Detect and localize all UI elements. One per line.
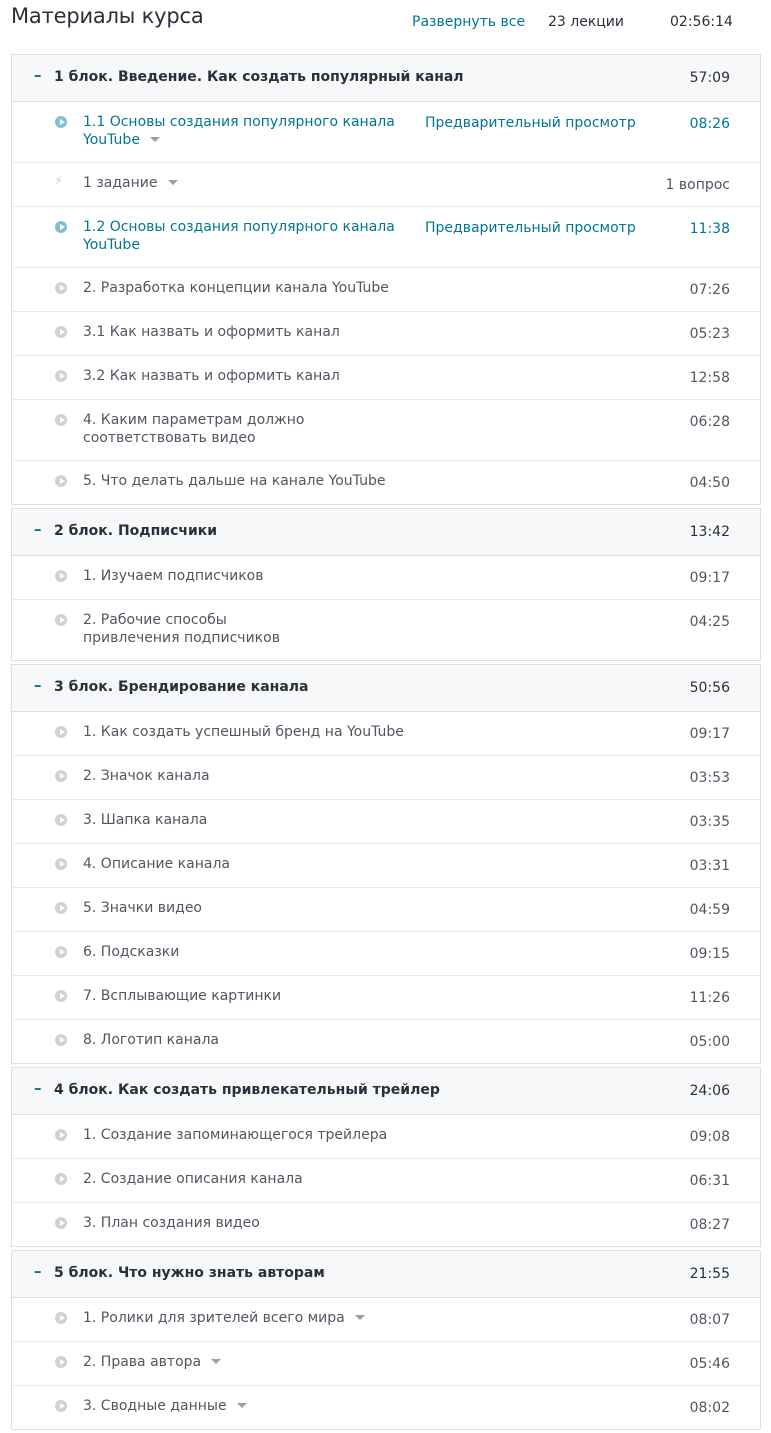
play-circle-icon <box>55 1217 67 1229</box>
lecture-duration: 08:02 <box>689 1400 730 1416</box>
lecture-row <box>12 461 760 504</box>
lecture-row <box>12 556 760 600</box>
section-duration: 24:06 <box>689 1083 730 1099</box>
lecture-title <box>83 1397 643 1415</box>
lecture-title <box>83 1031 643 1049</box>
lecture-row <box>12 1020 760 1063</box>
lecture-row[interactable] <box>12 102 760 163</box>
curriculum-header <box>0 0 771 54</box>
lecture-row <box>12 400 760 461</box>
play-circle-icon <box>55 726 67 738</box>
lecture-title-text: 5. Что делать дальше на канале YouTube <box>83 473 386 489</box>
lecture-title-text: 3.1 Как назвать и оформить канал <box>83 324 340 340</box>
play-circle-icon <box>55 990 67 1002</box>
caret-down-icon[interactable] <box>237 1403 247 1408</box>
section-header[interactable] <box>12 1068 760 1115</box>
lecture-duration: 09:15 <box>689 946 730 962</box>
section-title: 3 блок. Брендирование канала <box>54 679 309 695</box>
quiz-row <box>12 163 760 207</box>
lecture-title-text: 5. Значки видео <box>83 900 202 916</box>
section-header[interactable] <box>12 509 760 556</box>
lecture-title <box>83 472 643 490</box>
lecture-title-text: 2. Права автора <box>83 1354 202 1370</box>
section-title: 2 блок. Подписчики <box>54 523 218 539</box>
collapse-icon[interactable]: – <box>34 1262 42 1280</box>
lecture-title-text: 4. Каким параметрам должно соответствовать видео <box>83 412 305 446</box>
lecture-row <box>12 756 760 800</box>
section-header[interactable] <box>12 1251 760 1298</box>
lecture-title <box>83 279 643 297</box>
lecture-title-text: 6. Подсказки <box>83 944 180 960</box>
quiz-title <box>83 174 643 192</box>
play-circle-icon <box>55 414 67 426</box>
play-circle-icon <box>55 1173 67 1185</box>
play-circle-icon <box>55 116 67 128</box>
lecture-row <box>12 312 760 356</box>
lecture-duration: 06:28 <box>689 414 730 430</box>
play-circle-icon <box>55 770 67 782</box>
play-circle-icon <box>55 902 67 914</box>
lecture-row <box>12 844 760 888</box>
lecture-title <box>83 323 643 341</box>
lecture-duration: 04:25 <box>689 614 730 630</box>
lecture-row <box>12 1386 760 1429</box>
lecture-duration: 09:17 <box>689 570 730 586</box>
play-circle-icon <box>55 614 67 626</box>
course-section <box>11 664 761 1064</box>
lecture-duration: 11:26 <box>689 990 730 1006</box>
course-section <box>11 1250 761 1430</box>
play-circle-icon <box>55 570 67 582</box>
lecture-row <box>12 356 760 400</box>
lecture-duration: 05:00 <box>689 1034 730 1050</box>
lecture-title <box>83 1309 643 1327</box>
section-duration: 57:09 <box>689 70 730 86</box>
caret-down-icon[interactable] <box>150 137 160 142</box>
lecture-duration: 04:59 <box>689 902 730 918</box>
bolt-icon: ⚡ <box>54 174 64 189</box>
lecture-title-text: 1.2 Основы создания популярного канала YouTube <box>83 219 395 253</box>
play-circle-icon <box>55 1034 67 1046</box>
play-circle-icon <box>55 1312 67 1324</box>
lecture-title-text: 1.1 Основы создания популярного канала YouTube <box>83 114 395 148</box>
lecture-title <box>83 943 643 961</box>
lecture-title-text: 2. Разработка концепции канала YouTube <box>83 280 389 296</box>
lecture-title <box>83 567 643 585</box>
total-duration: 02:56:14 <box>670 14 733 30</box>
lecture-duration: 11:38 <box>689 221 730 237</box>
play-circle-icon <box>55 326 67 338</box>
lecture-title-text: 1 задание <box>83 175 158 191</box>
lecture-title <box>83 1353 643 1371</box>
play-circle-icon <box>55 475 67 487</box>
lecture-title-text: 2. Создание описания канала <box>83 1171 303 1187</box>
lecture-title <box>83 411 323 447</box>
section-duration: 50:56 <box>689 680 730 696</box>
lecture-duration: 08:07 <box>689 1312 730 1328</box>
lecture-title-text: 3. Сводные данные <box>83 1398 227 1414</box>
lecture-duration: 09:17 <box>689 726 730 742</box>
lecture-duration: 09:08 <box>689 1129 730 1145</box>
course-section <box>11 54 761 505</box>
play-circle-icon <box>55 221 67 233</box>
collapse-icon[interactable]: – <box>34 676 42 694</box>
lecture-title-text: 3. План создания видео <box>83 1215 260 1231</box>
lecture-duration: 03:35 <box>689 814 730 830</box>
lecture-duration: 03:31 <box>689 858 730 874</box>
page-title: Материалы курса <box>11 4 204 28</box>
preview-link[interactable]: Предварительный просмотр <box>425 220 636 236</box>
play-circle-icon <box>55 370 67 382</box>
lecture-title[interactable] <box>83 218 403 254</box>
section-header[interactable] <box>12 665 760 712</box>
lecture-duration: 07:26 <box>689 282 730 298</box>
lecture-row <box>12 1203 760 1246</box>
play-circle-icon <box>55 1129 67 1141</box>
lecture-duration: 08:27 <box>689 1217 730 1233</box>
lecture-title <box>83 987 643 1005</box>
lecture-title-text: 4. Описание канала <box>83 856 230 872</box>
lecture-title <box>83 767 643 785</box>
lecture-duration: 04:50 <box>689 475 730 491</box>
section-title: 1 блок. Введение. Как создать популярный канал <box>54 69 464 85</box>
lecture-title-text: 7. Всплывающие картинки <box>83 988 282 1004</box>
lecture-title-text: 8. Логотип канала <box>83 1032 219 1048</box>
play-circle-icon <box>55 282 67 294</box>
lecture-row <box>12 976 760 1020</box>
lecture-row <box>12 1159 760 1203</box>
lecture-title <box>83 811 643 829</box>
section-title: 5 блок. Что нужно знать авторам <box>54 1265 325 1281</box>
play-circle-icon <box>55 1356 67 1368</box>
lecture-title-text: 1. Как создать успешный бренд на YouTube <box>83 724 404 740</box>
lecture-duration: 08:26 <box>689 116 730 132</box>
lectures-count: 23 лекции <box>548 14 625 30</box>
section-header[interactable] <box>12 55 760 102</box>
lecture-duration: 05:46 <box>689 1356 730 1372</box>
collapse-icon[interactable]: – <box>34 1079 42 1097</box>
lecture-title-text: 2. Значок канала <box>83 768 210 784</box>
lecture-duration: 05:23 <box>689 326 730 342</box>
lecture-row <box>12 932 760 976</box>
lecture-row[interactable] <box>12 207 760 268</box>
caret-down-icon[interactable] <box>211 1359 221 1364</box>
expand-all-link[interactable]: Развернуть все <box>412 14 526 30</box>
play-circle-icon <box>55 1400 67 1412</box>
lecture-title-text: 1. Создание запоминающегося трейлера <box>83 1127 388 1143</box>
lecture-title-text: 3. Шапка канала <box>83 812 208 828</box>
lecture-row <box>12 888 760 932</box>
lecture-title-text: 1. Изучаем подписчиков <box>83 568 264 584</box>
lecture-title <box>83 1170 643 1188</box>
play-circle-icon <box>55 946 67 958</box>
lecture-row <box>12 712 760 756</box>
section-duration: 13:42 <box>689 524 730 540</box>
curriculum-sections <box>11 54 761 1433</box>
lecture-title <box>83 611 323 647</box>
lecture-title[interactable] <box>83 113 403 149</box>
quiz-question-count: 1 вопрос <box>665 177 730 193</box>
lecture-row <box>12 1115 760 1159</box>
lecture-row <box>12 1298 760 1342</box>
lecture-title-text: 1. Ролики для зрителей всего мира <box>83 1310 345 1326</box>
lecture-title-text: 2. Рабочие способы привлечения подписчиков <box>83 612 280 646</box>
collapse-icon[interactable]: – <box>34 66 42 84</box>
lecture-row <box>12 600 760 660</box>
lecture-title <box>83 855 643 873</box>
play-circle-icon <box>55 814 67 826</box>
collapse-icon[interactable]: – <box>34 520 42 538</box>
section-title: 4 блок. Как создать привлекательный трейлер <box>54 1082 440 1098</box>
play-circle-icon <box>55 858 67 870</box>
lecture-title <box>83 723 643 741</box>
lecture-duration: 06:31 <box>689 1173 730 1189</box>
lecture-title <box>83 899 643 917</box>
lecture-title <box>83 367 643 385</box>
lecture-duration: 12:58 <box>689 370 730 386</box>
lecture-row <box>12 1342 760 1386</box>
lecture-title-text: 3.2 Как назвать и оформить канал <box>83 368 340 384</box>
course-section <box>11 1067 761 1247</box>
preview-link[interactable]: Предварительный просмотр <box>425 115 636 131</box>
lecture-row <box>12 268 760 312</box>
lecture-row <box>12 800 760 844</box>
lecture-title <box>83 1126 643 1144</box>
lecture-title <box>83 1214 643 1232</box>
course-section <box>11 508 761 661</box>
lecture-duration: 03:53 <box>689 770 730 786</box>
caret-down-icon[interactable] <box>168 180 178 185</box>
caret-down-icon[interactable] <box>355 1315 365 1320</box>
section-duration: 21:55 <box>689 1266 730 1282</box>
